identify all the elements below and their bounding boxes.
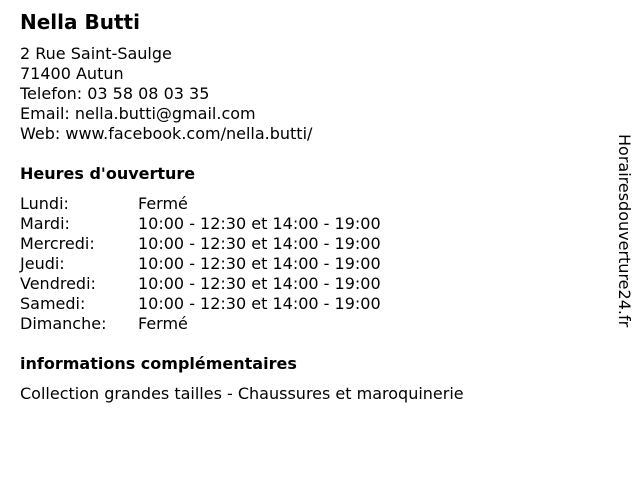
phone-number: Telefon: 03 58 08 03 35: [20, 84, 210, 103]
hours-row-wednesday: [20, 234, 381, 254]
opening-hours-table: [20, 194, 381, 334]
additional-info-heading: informations complémentaires: [20, 354, 297, 373]
time-value: 10:00 - 12:30 et 14:00 - 19:00: [138, 254, 381, 273]
time-value: 10:00 - 12:30 et 14:00 - 19:00: [138, 234, 381, 253]
business-name: Nella Butti: [20, 10, 140, 34]
hours-row-thursday: [20, 254, 381, 274]
hours-row-tuesday: [20, 214, 381, 234]
day-label: Dimanche:: [20, 314, 107, 333]
opening-hours-heading: Heures d'ouverture: [20, 164, 196, 183]
website-address: Web: www.facebook.com/nella.butti/: [20, 124, 313, 143]
day-label: Mercredi:: [20, 234, 95, 253]
time-value: Fermé: [138, 194, 188, 213]
city-postal: 71400 Autun: [20, 64, 124, 83]
street-address: 2 Rue Saint-Saulge: [20, 44, 172, 63]
time-value: 10:00 - 12:30 et 14:00 - 19:00: [138, 274, 381, 293]
time-value: 10:00 - 12:30 et 14:00 - 19:00: [138, 294, 381, 313]
hours-row-saturday: [20, 294, 381, 314]
time-value: 10:00 - 12:30 et 14:00 - 19:00: [138, 214, 381, 233]
day-label: Mardi:: [20, 214, 70, 233]
email-address: Email: nella.butti@gmail.com: [20, 104, 256, 123]
contact-block: [20, 44, 312, 144]
additional-info-text: Collection grandes tailles - Chaussures et maroquinerie: [20, 384, 464, 403]
hours-row-monday: [20, 194, 381, 214]
day-label: Jeudi:: [20, 254, 65, 273]
day-label: Samedi:: [20, 294, 86, 313]
day-label: Vendredi:: [20, 274, 96, 293]
day-label: Lundi:: [20, 194, 69, 213]
site-watermark: Horairesdouverture24.fr: [615, 134, 634, 328]
hours-row-friday: [20, 274, 381, 294]
hours-row-sunday: [20, 314, 381, 334]
time-value: Fermé: [138, 314, 188, 333]
